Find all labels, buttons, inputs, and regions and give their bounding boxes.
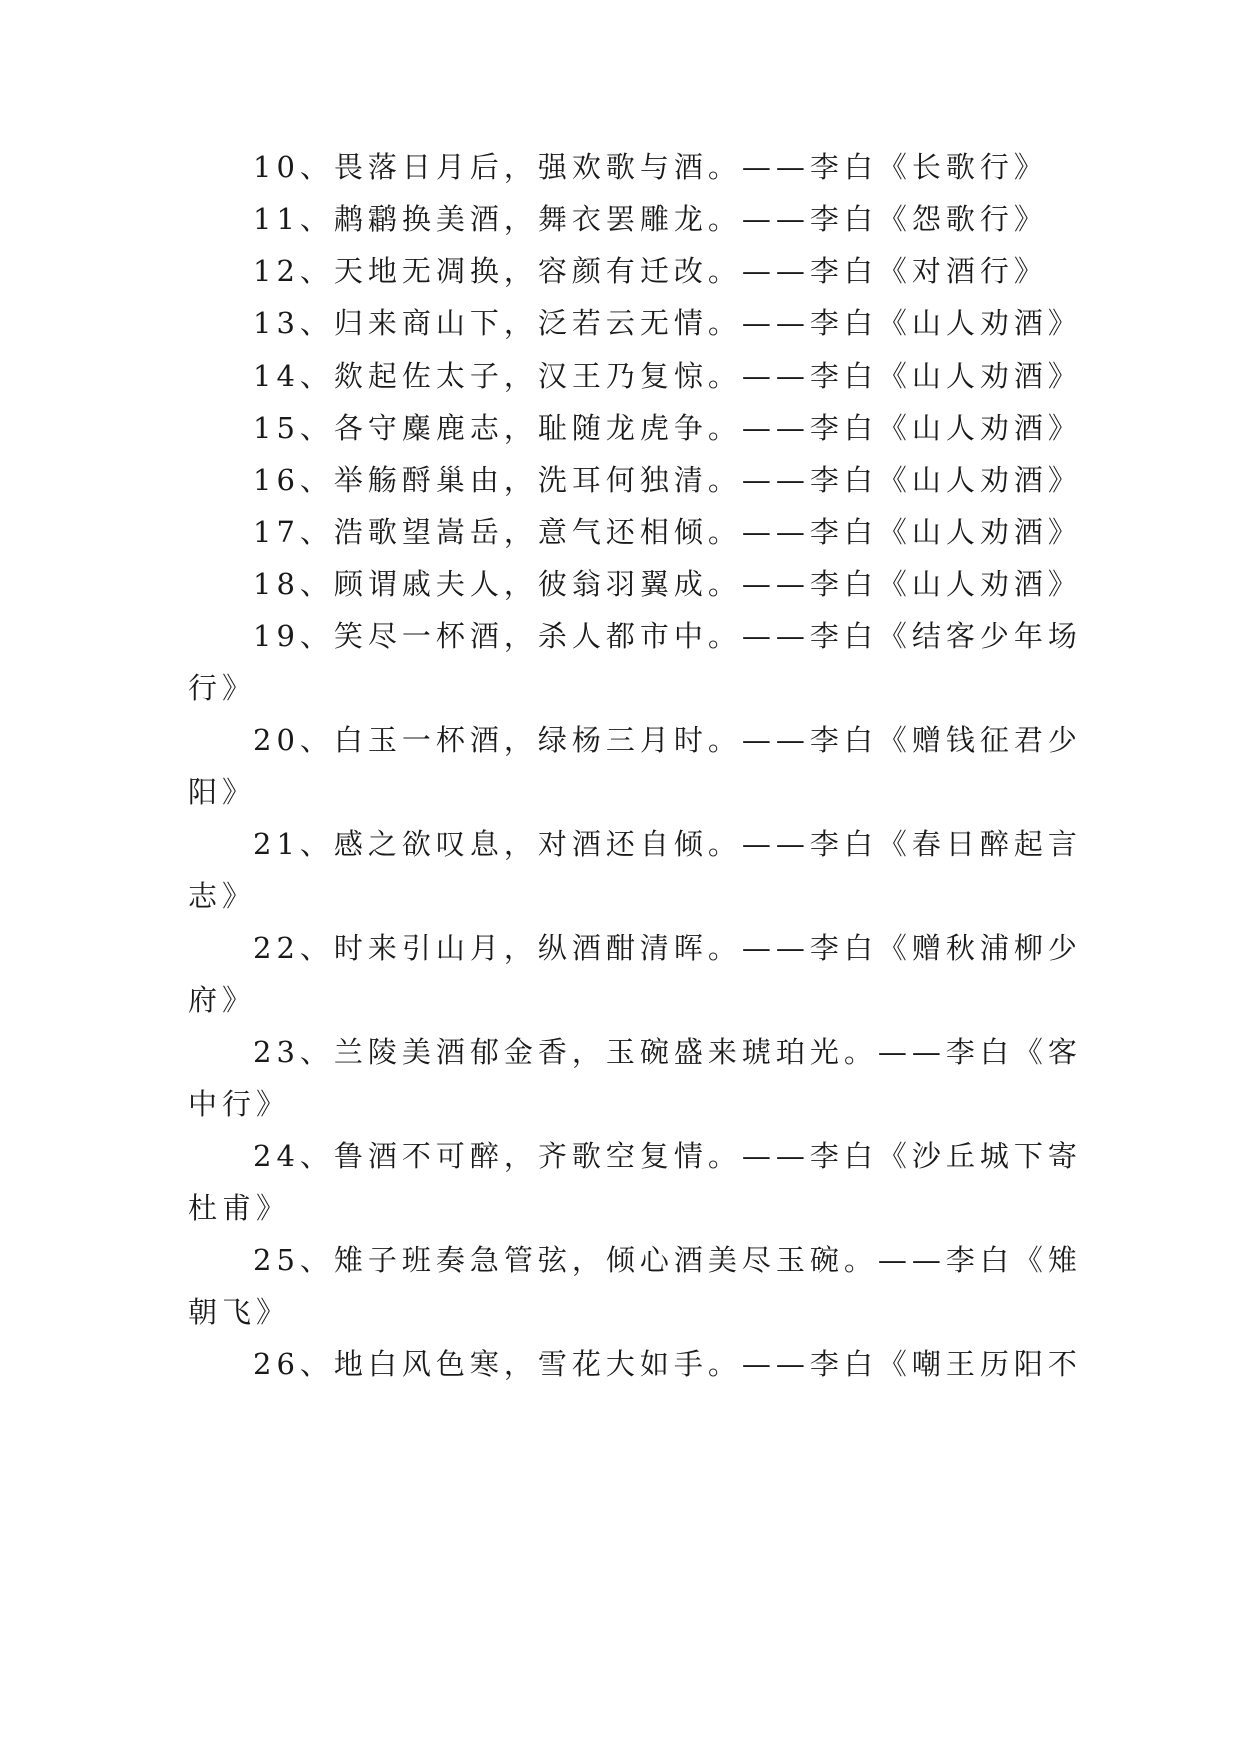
text-line: 志》 (188, 879, 257, 913)
text-line: 中行》 (188, 1087, 291, 1121)
text-line: 24、鲁酒不可醉，齐歌空复情。——李白《沙丘城下寄 (253, 1139, 1082, 1173)
text-line: 23、兰陵美酒郁金香，玉碗盛来琥珀光。——李白《客 (253, 1035, 1082, 1069)
text-line: 杜甫》 (188, 1191, 291, 1225)
text-line: 朝飞》 (188, 1295, 291, 1329)
text-line: 14、欻起佐太子，汉王乃复惊。——李白《山人劝酒》 (253, 359, 1082, 393)
text-line: 18、顾谓戚夫人，彼翁羽翼成。——李白《山人劝酒》 (253, 567, 1082, 601)
text-line: 16、举觞酹巢由，洗耳何独清。——李白《山人劝酒》 (253, 463, 1082, 497)
text-line: 12、天地无凋换，容颜有迁改。——李白《对酒行》 (253, 254, 1048, 288)
text-line: 13、归来商山下，泛若云无情。——李白《山人劝酒》 (253, 306, 1082, 340)
text-line: 22、时来引山月，纵酒酣清晖。——李白《赠秋浦柳少 (253, 931, 1082, 965)
text-line: 10、畏落日月后，强欢歌与酒。——李白《长歌行》 (253, 150, 1048, 184)
text-line: 17、浩歌望嵩岳，意气还相倾。——李白《山人劝酒》 (253, 515, 1082, 549)
text-line: 20、白玉一杯酒，绿杨三月时。——李白《赠钱征君少 (253, 723, 1082, 757)
text-line: 阳》 (188, 775, 257, 809)
text-line: 19、笑尽一杯酒，杀人都市中。——李白《结客少年场 (253, 619, 1082, 653)
text-line: 26、地白风色寒，雪花大如手。——李白《嘲王历阳不 (253, 1347, 1082, 1381)
text-line: 行》 (188, 671, 257, 705)
text-line: 府》 (188, 983, 257, 1017)
text-line: 25、雉子班奏急管弦，倾心酒美尽玉碗。——李白《雉 (253, 1243, 1082, 1277)
text-line: 11、鹔鹴换美酒，舞衣罢雕龙。——李白《怨歌行》 (253, 202, 1048, 236)
text-line: 21、感之欲叹息，对酒还自倾。——李白《春日醉起言 (253, 827, 1082, 861)
text-line: 15、各守麋鹿志，耻随龙虎争。——李白《山人劝酒》 (253, 411, 1082, 445)
